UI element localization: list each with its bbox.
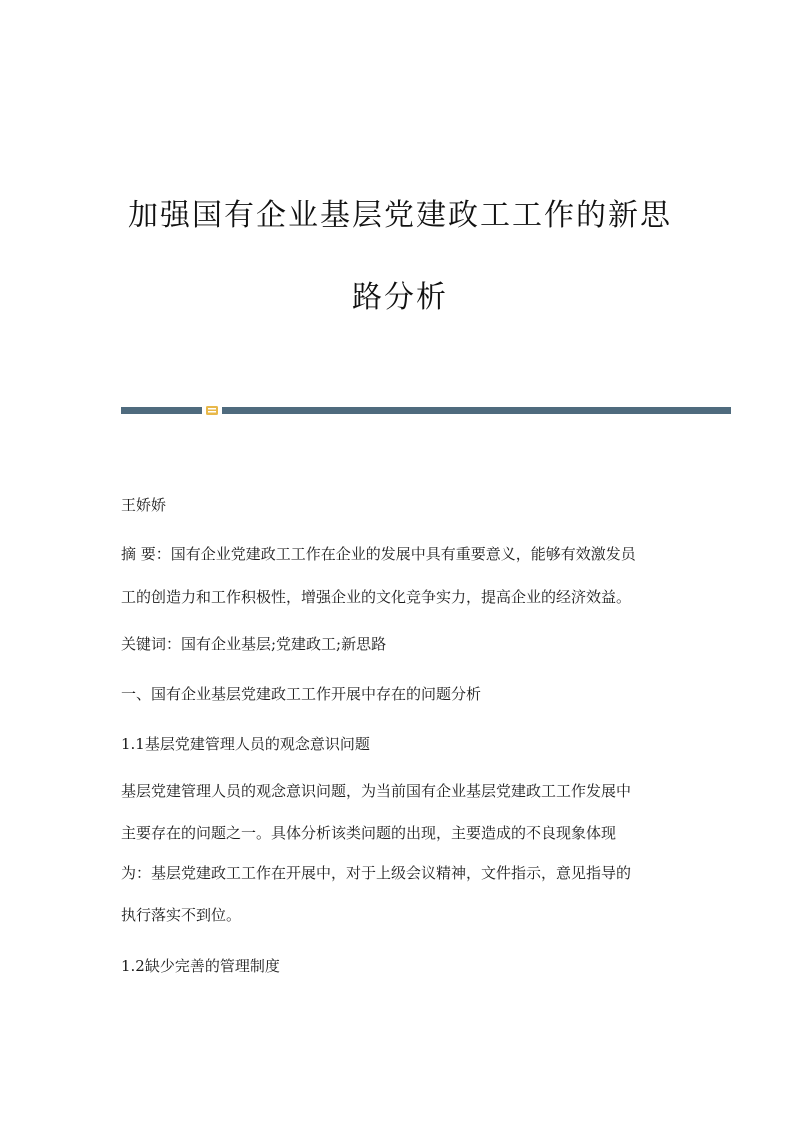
- body-paragraph-line-2: 主要存在的问题之一。具体分析该类问题的出现，主要造成的不良现象体现: [121, 824, 617, 842]
- abstract-line-1: 摘 要：国有企业党建政工工作在企业的发展中具有重要意义，能够有效激发员: [121, 545, 636, 563]
- subsection-1-2-heading: 1.2缺少完善的管理制度: [121, 957, 280, 975]
- document-title-line-1: 加强国有企业基层党建政工工作的新思: [128, 198, 672, 233]
- title-divider-left: [121, 407, 202, 414]
- title-divider-right: [222, 407, 731, 414]
- author-name: 王娇娇: [121, 496, 167, 514]
- body-paragraph-line-4: 执行落实不到位。: [121, 906, 242, 924]
- body-paragraph-line-3: 为：基层党建政工工作在开展中，对于上级会议精神，文件指示，意见指导的: [121, 864, 632, 882]
- subsection-1-1-heading: 1.1基层党建管理人员的观念意识问题: [121, 735, 370, 753]
- document-title-line-2: 路分析: [352, 280, 448, 315]
- divider-ornament-icon: [205, 405, 219, 416]
- abstract-line-2: 工的创造力和工作积极性，增强企业的文化竞争实力，提高企业的经济效益。: [121, 588, 632, 606]
- body-paragraph-line-1: 基层党建管理人员的观念意识问题，为当前国有企业基层党建政工工作发展中: [121, 782, 632, 800]
- keywords-line: 关键词：国有企业基层;党建政工;新思路: [121, 635, 387, 653]
- section-1-heading: 一、国有企业基层党建政工工作开展中存在的问题分析: [121, 685, 482, 703]
